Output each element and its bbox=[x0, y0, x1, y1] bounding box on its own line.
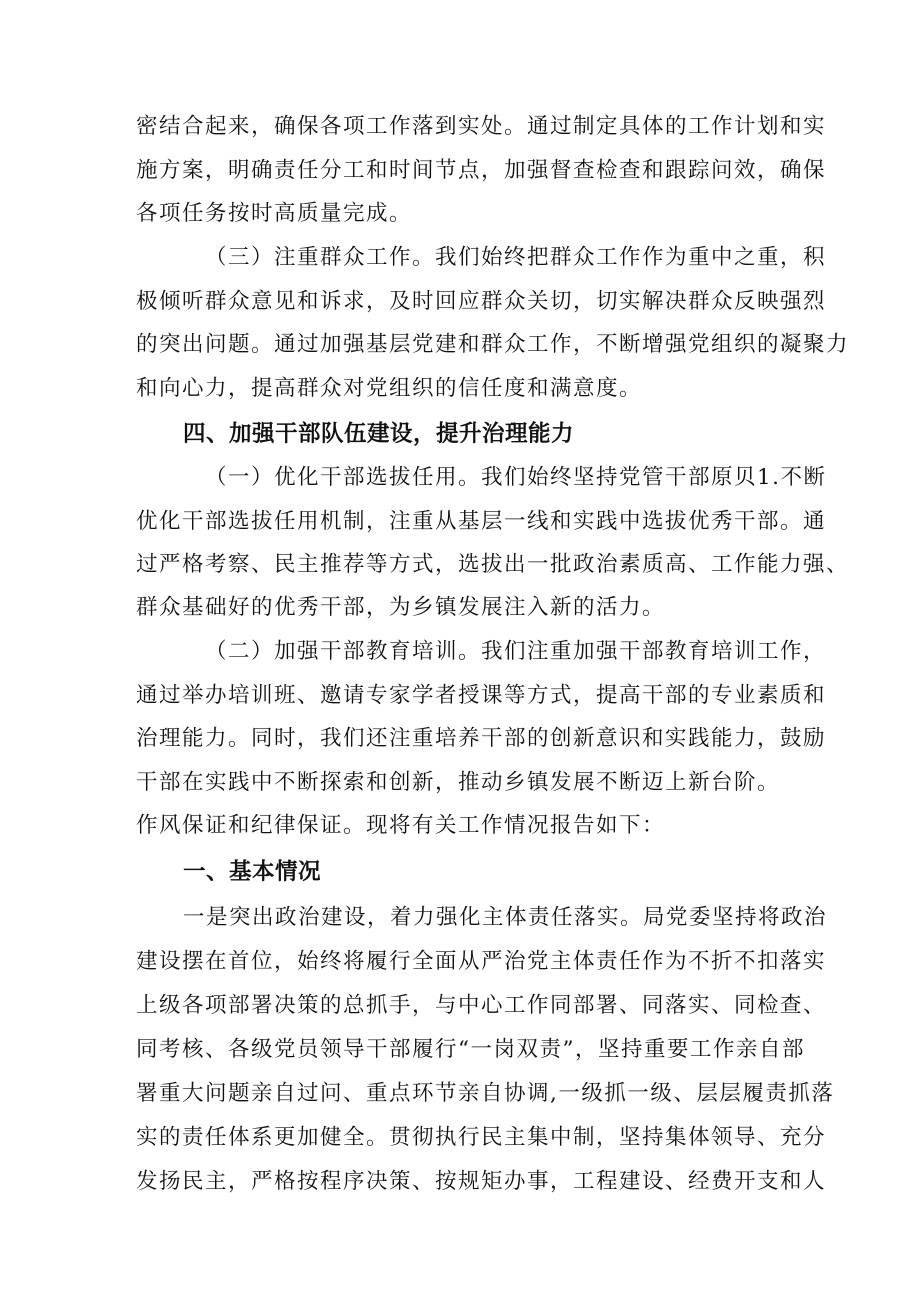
paragraph-first-line: （三）注重群众工作。我们始终把群众工作作为重中之重，积 bbox=[205, 245, 827, 270]
body-text-line: 署重大问题亲自过问、重点环节亲自协调,一级抓一级、层层履责抓落 bbox=[136, 1081, 835, 1106]
body-text-line: 和向心力，提高群众对党组织的信任度和满意度。 bbox=[136, 376, 643, 401]
body-text-line: 建设摆在首位，始终将履行全面从严治党主体责任作为不折不扣落实 bbox=[136, 949, 827, 974]
body-text-line: 作风保证和纪律保证。现将有关工作情况报告如下： bbox=[136, 813, 666, 838]
paragraph-first-line: （一）优化干部选拔任用。我们始终坚持党管干部原贝1.不断 bbox=[205, 465, 827, 490]
body-text-line: 各项任务按时高质量完成。 bbox=[136, 201, 413, 226]
body-text-line: 群众基础好的优秀干部，为乡镇发展注入新的活力。 bbox=[136, 595, 666, 620]
body-text-line: 实的责任体系更加健全。贯彻执行民主集中制，坚持集体领导、充分 bbox=[136, 1125, 827, 1150]
paragraph-first-line: 一是突出政治建设，着力强化主体责任落实。局党委坚持将政治 bbox=[183, 905, 828, 930]
body-text-line: 通过举办培训班、邀请专家学者授课等方式，提高干部的专业素质和 bbox=[136, 683, 827, 708]
body-text-line: 过严格考察、民主推荐等方式，选拔出一批政治素质高、工作能力强、 bbox=[136, 552, 850, 577]
body-text-line: 密结合起来，确保各项工作落到实处。通过制定具体的工作计划和实 bbox=[136, 114, 827, 139]
body-text-line: 优化干部选拔任用机制，注重从基层一线和实践中选拔优秀干部。通 bbox=[136, 509, 827, 534]
body-text-line: 上级各项部署决策的总抓手，与中心工作同部署、同落实、同检查、 bbox=[136, 993, 827, 1018]
section-heading: 四、加强干部队伍建设，提升治理能力 bbox=[183, 421, 575, 447]
body-text-line: 的突出问题。通过加强基层党建和群众工作，不断增强党组织的凝聚力 bbox=[136, 332, 850, 357]
paragraph-first-line: （二）加强干部教育培训。我们注重加强干部教育培训工作， bbox=[205, 639, 827, 664]
body-text-line: 干部在实践中不断探索和创新，推动乡镇发展不断迈上新台阶。 bbox=[136, 770, 781, 795]
body-text-line: 治理能力。同时，我们还注重培养干部的创新意识和实践能力，鼓励 bbox=[136, 726, 827, 751]
body-text-line: 发扬民主，严格按程序决策、按规矩办事，工程建设、经费开支和人 bbox=[136, 1169, 827, 1194]
body-text-line: 极倾听群众意见和诉求，及时回应群众关切，切实解决群众反映强烈 bbox=[136, 289, 827, 314]
section-heading: 一、基本情况 bbox=[183, 859, 322, 885]
body-text-line: 同考核、各级党员领导干部履行“一岗双责”，坚持重要工作亲自部 bbox=[136, 1037, 805, 1062]
body-text-line: 施方案，明确责任分工和时间节点，加强督查检查和跟踪问效，确保 bbox=[136, 158, 827, 183]
